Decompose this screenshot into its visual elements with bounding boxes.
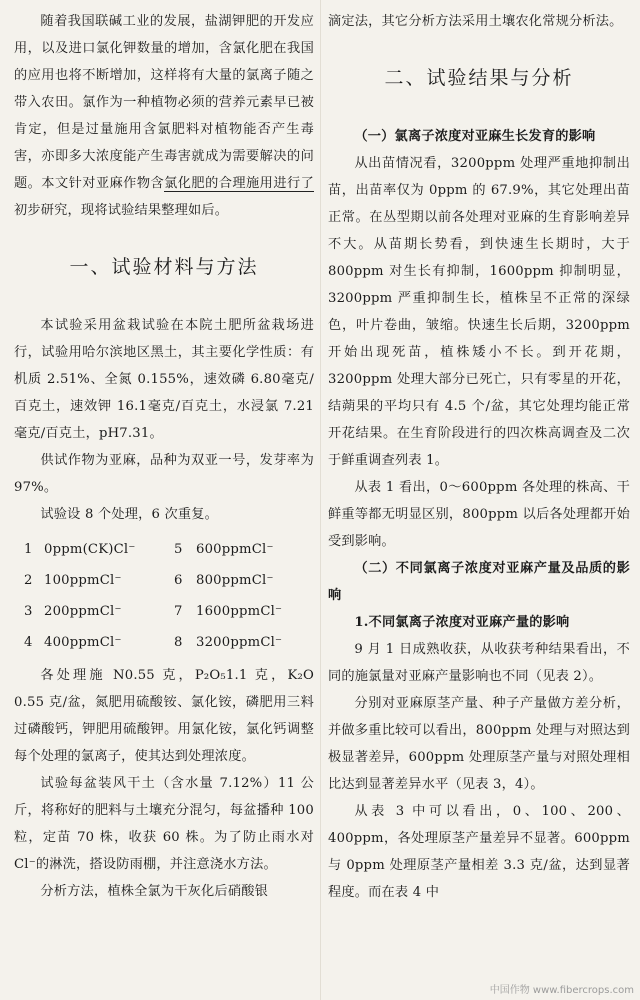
treatment-number: 2 (24, 573, 33, 588)
table1-paragraph: 从表 1 看出，0～600ppm 各处理的株高、干鲜重等都无明显区别，800ppm 以后各处理都开始受到影响。 (328, 480, 630, 549)
fertilizer-paragraph: 各处理施 N0.55 克，P₂O₅1.1 克，K₂O 0.55 克/盆，氮肥用硫酸铵、氯化铵，磷肥用三料过磷酸钙，钾肥用硫酸钾。用氯化铵，氯化钙调整每个处理的氯离子，使其达到处理浓度。 (14, 668, 314, 764)
intro-paragraph (14, 8, 314, 224)
treatment-label: 0ppm(CK)Cl⁻ (44, 542, 136, 557)
treatment-number: 3 (24, 604, 33, 619)
intro-text: 随着我国联碱工业的发展，盐湖钾肥的开发应用，以及进口氯化钾数量的增加，含氯化肥在我国的应用也将不断增加，这样将有大量的氯离子随之带入农田。氯作为一种植物必须的营养元素早已被肯定，但是过量施用含氯肥料对植物能否产生毒害，亦即多大浓度能产生毒害就成为需要解决的问题。本文针对亚麻作物含 (14, 14, 314, 191)
section-2-title: 二、试验结果与分析 (384, 67, 574, 89)
treatment-label: 1600ppmCl⁻ (196, 604, 283, 619)
treatment-label: 100ppmCl⁻ (44, 573, 122, 588)
subsection-2-heading: （二）不同氯离子浓度对亚麻产量及品质的影响 (328, 561, 630, 603)
treatment-number: 1 (24, 542, 33, 557)
soil-paragraph: 试验每盆装风干土（含水量 7.12%）11 公斤，将称好的肥料与土壤充分混匀，每盆播种 100 粒，定苗 70 株，收获 60 株。为了防止雨水对 Cl⁻的淋洗，搭设防雨棚，并注意浇水方法。 (14, 776, 314, 872)
treatment-list (14, 534, 314, 658)
continued-paragraph: 滴定法，其它分析方法采用土壤农化常规分析法。 (328, 14, 623, 29)
column-divider (320, 0, 321, 1000)
treatment-label: 3200ppmCl⁻ (196, 635, 283, 650)
site-watermark: 中国作物 www.fibercrops.com (489, 985, 634, 996)
intro-underlined-text: 氯化肥的合理施用进行了 (164, 176, 315, 191)
right-column (328, 8, 630, 906)
treatment-label: 800ppmCl⁻ (196, 573, 274, 588)
table3-paragraph: 从表 3 中可以看出，0、100、200、400ppm，各处理原茎产量差异不显著。600ppm 与 0ppm 处理原茎产量相差 3.3 克/盆，达到显著程度。而在表 4 中 (328, 804, 630, 900)
treatment-label: 600ppmCl⁻ (196, 542, 274, 557)
materials-paragraph: 本试验采用盆栽试验在本院土肥所盆栽场进行，试验用哈尔滨地区黑土，其主要化学性质：有机质 2.51%、全氮 0.155%，速效磷 6.80毫克/百克土，速效钾 16.1毫克/百克土，水浸氯 7.21毫克/百克土，pH7.31。 (14, 318, 314, 441)
treatment-row (14, 596, 314, 627)
harvest-paragraph: 9 月 1 日成熟收获，从收获考种结果看出，不同的施氯量对亚麻产量影响也不同（见表 2）。 (328, 642, 630, 684)
subsection-2-1-heading: 1.不同氯离子浓度对亚麻产量的影响 (354, 615, 570, 630)
treatment-number: 8 (174, 635, 183, 650)
treatment-label: 200ppmCl⁻ (44, 604, 122, 619)
treatment-label: 400ppmCl⁻ (44, 635, 122, 650)
treatment-row (14, 534, 314, 565)
subsection-1-heading: （一）氯离子浓度对亚麻生长发育的影响 (354, 129, 596, 144)
section-1-title: 一、试验材料与方法 (69, 256, 259, 278)
left-column (14, 8, 314, 905)
growth-paragraph: 从出苗情况看，3200ppm 处理严重地抑制出苗，出苗率仅为 0ppm 的 67.9%，其它处理出苗正常。在丛型期以前各处理对亚麻的生育影响差异不大。从苗期长势看，到快速生长期时，大于 800ppm 对生长有抑制，1600ppm 抑制明显，3200ppm 严重抑制生长，植株呈不正常的深绿色，叶片卷曲，皱缩。快速生长后期，3200ppm 开始出现死苗，植株矮小不长。到开花期，3200ppm 处理大部分已死亡，只有零星的开花，结蒴果的平均只有 4.5 个/盆，其它处理均能正常开花结果。在生育阶段进行的四次株高调查及二次于鲜重调查列表 1。 (328, 156, 630, 468)
seed-paragraph: 供试作物为亚麻，品种为双亚一号，发芽率为97%。 (14, 453, 314, 495)
analysis-paragraph: 分析方法，植株全氯为干灰化后硝酸银 (40, 884, 268, 899)
treatment-number: 4 (24, 635, 33, 650)
treatment-number: 6 (174, 573, 183, 588)
treatment-number: 5 (174, 542, 183, 557)
treatment-row (14, 627, 314, 658)
treatment-number: 7 (174, 604, 183, 619)
intro-end-text: 初步研究，现将试验结果整理如后。 (14, 203, 229, 218)
design-paragraph: 试验设 8 个处理，6 次重复。 (40, 507, 219, 522)
treatment-row (14, 565, 314, 596)
variance-paragraph: 分别对亚麻原茎产量、种子产量做方差分析，并做多重比较可以看出，800ppm 处理与对照达到极显著差异，600ppm 处理原茎产量与对照处理相比达到显著差异水平（见表 3，4）。 (328, 696, 630, 792)
